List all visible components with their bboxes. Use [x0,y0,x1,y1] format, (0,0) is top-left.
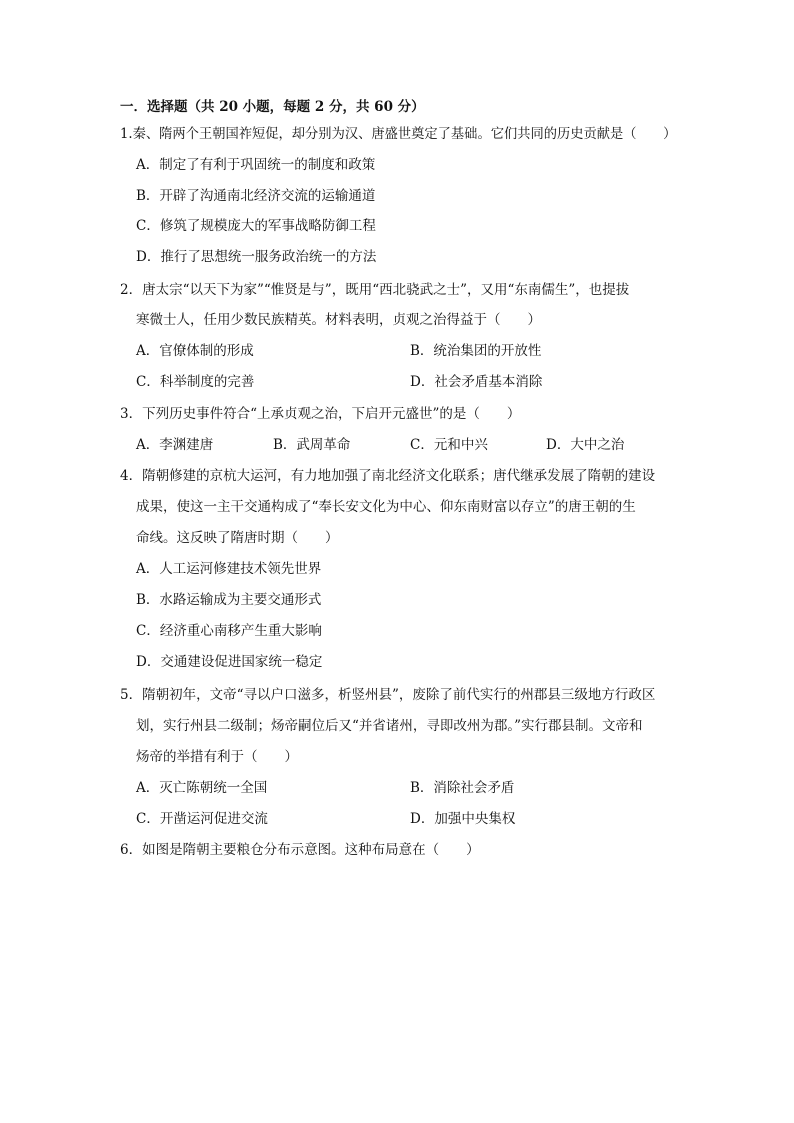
question-3-option-d[interactable]: D．大中之治 [546,437,625,453]
question-5-stem-line-3: 炀帝的举措有利于（ ） [136,749,298,765]
question-4-option-b[interactable]: B．水路运输成为主要交通形式 [136,592,322,608]
question-5-stem-line-1: 5．隋朝初年，文帝“寻以户口滋多，析竖州县”，废除了前代实行的州郡县三级地方行政区 [120,687,656,703]
question-1-option-a[interactable]: A．制定了有利于巩固统一的制度和政策 [136,157,376,173]
question-4-stem-line-1: 4．隋朝修建的京杭大运河，有力地加强了南北经济文化联系；唐代继承发展了隋朝的建设 [120,468,656,484]
question-5-option-b[interactable]: B．消除社会矛盾 [410,780,515,796]
question-2-option-a[interactable]: A．官僚体制的形成 [136,343,254,359]
question-2-stem-line-1: 2．唐太宗“以天下为家”“惟贤是与”，既用“西北骁武之士”，又用“东南儒生”，也提拔 [120,282,630,298]
question-1-option-c[interactable]: C．修筑了规模庞大的军事战略防御工程 [136,218,376,234]
question-2-stem-line-2: 寒微士人，任用少数民族精英。材料表明，贞观之治得益于（ ） [136,312,541,328]
question-2-option-d[interactable]: D．社会矛盾基本消除 [410,374,543,390]
question-1-option-b[interactable]: B．开辟了沟通南北经济交流的运输通道 [136,188,376,204]
question-1-option-d[interactable]: D．推行了思想统一服务政治统一的方法 [136,249,377,265]
question-4-option-a[interactable]: A．人工运河修建技术领先世界 [136,561,322,577]
section-title: 一．选择题（共 20 小题，每题 2 分，共 60 分） [120,99,425,115]
question-3-stem: 3．下列历史事件符合“上承贞观之治，下启开元盛世”的是（ ） [120,406,521,422]
question-4-stem-line-2: 成果，使这一主干交通构成了“奉长安文化为中心、仰东南财富以存立”的唐王朝的生 [136,499,636,515]
question-3-option-c[interactable]: C．元和中兴 [410,437,488,453]
question-5-option-a[interactable]: A．灭亡陈朝统一全国 [136,780,268,796]
question-2-option-b[interactable]: B．统治集团的开放性 [410,343,542,359]
question-4-option-d[interactable]: D．交通建设促进国家统一稳定 [136,654,323,670]
question-5-stem-line-2: 划，实行州县二级制；炀帝嗣位后又“并省诸州，寻即改州为郡。”实行郡县制。文帝和 [136,718,643,734]
question-3-option-b[interactable]: B．武周革命 [273,437,351,453]
question-4-stem-line-3: 命线。这反映了隋唐时期（ ） [136,530,339,546]
question-6-stem: 6．如图是隋朝主要粮仓分布示意图。这种布局意在（ ） [120,842,480,858]
question-3-option-a[interactable]: A．李渊建唐 [136,437,214,453]
question-4-option-c[interactable]: C．经济重心南移产生重大影响 [136,623,322,639]
question-2-option-c[interactable]: C．科举制度的完善 [136,374,255,390]
question-1-stem: 1.秦、隋两个王朝国祚短促，却分别为汉、唐盛世奠定了基础。它们共同的历史贡献是（ ） [120,126,677,142]
question-5-option-c[interactable]: C．开凿运河促进交流 [136,811,268,827]
question-5-option-d[interactable]: D．加强中央集权 [410,811,516,827]
